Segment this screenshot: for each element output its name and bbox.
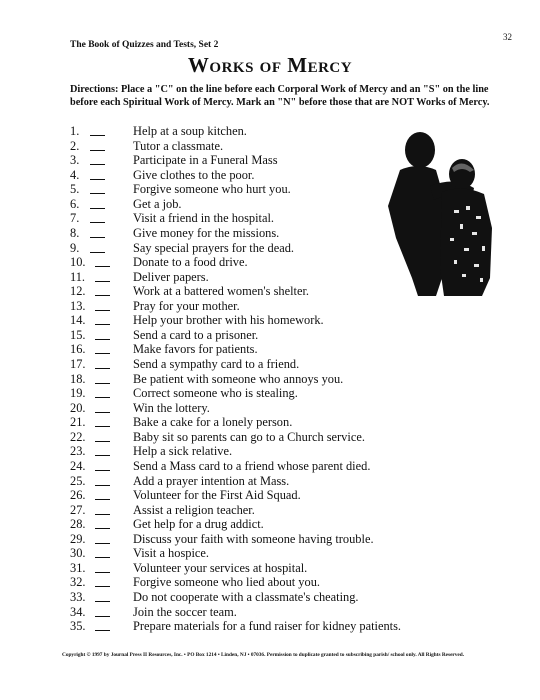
item-number: 28. [70,517,86,532]
item-number: 20. [70,400,86,415]
item-text: Send a Mass card to a friend whose parent died. [133,458,371,473]
item-text: Win the lottery. [133,400,210,415]
quiz-item [70,430,510,445]
directions-emphasis-corporal: Corporal [277,84,319,95]
item-number: 5. [70,182,80,197]
item-text: Get help for a drug addict. [133,517,264,532]
answer-blank[interactable] [90,135,105,136]
answer-blank[interactable] [95,543,110,544]
item-number: 13. [70,298,86,313]
item-number: 3. [70,153,80,168]
item-number: 16. [70,342,86,357]
item-text: Get a job. [133,196,182,211]
item-number: 30. [70,546,86,561]
quiz-item [70,401,510,416]
quiz-item [70,561,510,576]
answer-blank[interactable] [95,441,110,442]
item-number: 19. [70,386,86,401]
children-silhouette-illustration [378,128,496,298]
quiz-item [70,503,510,518]
answer-blank[interactable] [95,295,110,296]
answer-blank[interactable] [95,528,110,529]
answer-blank[interactable] [95,485,110,486]
quiz-item [70,575,510,590]
quiz-item [70,459,510,474]
item-text: Tutor a classmate. [133,138,224,153]
item-number: 23. [70,444,86,459]
quiz-item [70,328,510,343]
directions-emphasis-not: NOT [391,97,414,108]
item-text: Give clothes to the poor. [133,167,255,182]
item-text: Send a card to a prisoner. [133,327,259,342]
answer-blank[interactable] [90,150,105,151]
quiz-item [70,415,510,430]
answer-blank[interactable] [95,426,110,427]
item-text: Help your brother with his homework. [133,313,324,328]
directions [70,83,510,109]
item-number: 18. [70,371,86,386]
item-text: Help at a soup kitchen. [133,124,247,138]
answer-blank[interactable] [95,572,110,573]
quiz-item [70,532,510,547]
item-text: Baby sit so parents can go to a Church service. [133,429,365,444]
copyright-footer: Copyright © 1997 by Journal Press II Resources, Inc. • PO Box 1214 • Linden, NJ • 07036. Permission to duplicate granted to subscribing parish/ school only. All Rights Reserved. [62,652,465,658]
answer-blank[interactable] [95,383,110,384]
item-text: Add a prayer intention at Mass. [133,473,290,488]
item-number: 1. [70,124,80,138]
quiz-item [70,386,510,401]
item-text: Forgive someone who hurt you. [133,182,291,197]
quiz-item [70,619,510,634]
answer-blank[interactable] [90,164,105,165]
quiz-item [70,313,510,328]
page-number: 32 [503,32,512,42]
answer-blank[interactable] [95,455,110,456]
item-number: 22. [70,429,86,444]
directions-text: Work of Mercy and an "S" on the line before each [70,84,489,108]
answer-blank[interactable] [95,353,110,354]
item-number: 29. [70,531,86,546]
item-number: 31. [70,560,86,575]
quiz-item [70,605,510,620]
item-number: 2. [70,138,80,153]
quiz-item [70,444,510,459]
answer-blank[interactable] [95,601,110,602]
quiz-item [70,546,510,561]
item-number: 7. [70,211,80,226]
answer-blank[interactable] [90,179,105,180]
answer-blank[interactable] [95,310,110,311]
quiz-item [70,474,510,489]
item-text: Work at a battered women's shelter. [133,284,310,299]
item-text: Say special prayers for the dead. [133,240,295,255]
item-number: 15. [70,327,86,342]
answer-blank[interactable] [95,514,110,515]
directions-text: Work of Mercy. Mark an "N" before those that are [161,97,392,108]
item-text: Send a sympathy card to a friend. [133,357,300,371]
item-number: 6. [70,196,80,211]
item-number: 12. [70,284,86,299]
item-number: 34. [70,604,86,619]
item-text: Visit a friend in the hospital. [133,211,275,226]
item-text: Deliver papers. [133,269,209,284]
item-text: Pray for your mother. [133,298,240,313]
item-text: Join the soccer team. [133,604,237,619]
directions-emphasis-spiritual: Spiritual [123,97,162,108]
answer-blank[interactable] [95,557,110,558]
directions-text: Works of Mercy. [413,97,490,108]
page-title: Works of Mercy [187,53,353,77]
answer-blank[interactable] [90,222,105,223]
answer-blank[interactable] [95,499,110,500]
item-text: Prepare materials for a fund raiser for kidney patients. [133,619,402,634]
item-text: Forgive someone who lied about you. [133,575,320,590]
item-number: 17. [70,357,86,371]
item-text: Help a sick relative. [133,444,233,459]
quiz-item [70,372,510,387]
answer-blank[interactable] [95,412,110,413]
item-number: 21. [70,415,86,430]
item-number: 27. [70,502,86,517]
answer-blank[interactable] [95,324,110,325]
quiz-item [70,590,510,605]
item-number: 11. [70,269,86,284]
quiz-item [70,342,510,357]
item-number: 25. [70,473,86,488]
item-text: Make favors for patients. [133,342,258,357]
answer-blank[interactable] [90,208,105,209]
item-number: 35. [70,619,86,634]
answer-blank[interactable] [95,368,110,369]
item-text: Volunteer for the First Aid Squad. [133,488,301,503]
item-number: 33. [70,590,86,604]
item-number: 8. [70,225,80,240]
answer-blank[interactable] [95,339,110,340]
item-text: Visit a hospice. [133,546,209,561]
item-text: Donate to a food drive. [133,255,248,270]
item-number: 9. [70,240,80,255]
quiz-item [70,299,510,314]
item-text: Assist a religion teacher. [133,502,255,517]
item-text: Volunteer your services at hospital. [133,560,308,575]
item-text: Do not cooperate with a classmate's cheating. [133,590,359,604]
answer-blank[interactable] [95,470,110,471]
directions-text: Directions: Place a "C" on the line before each [70,84,278,95]
answer-blank[interactable] [95,616,110,617]
item-number: 14. [70,313,86,328]
item-text: Correct someone who is stealing. [133,386,298,401]
answer-blank[interactable] [95,281,110,282]
answer-blank[interactable] [90,193,105,194]
answer-blank[interactable] [95,266,110,267]
item-number: 24. [70,458,86,473]
quiz-item [70,517,510,532]
item-text: Bake a cake for a lonely person. [133,415,293,430]
book-title: The Book of Quizzes and Tests, Set 2 [70,40,219,50]
answer-blank[interactable] [95,397,110,398]
item-text: Be patient with someone who annoys you. [133,371,344,386]
answer-blank[interactable] [90,252,105,253]
quiz-item [70,357,510,372]
answer-blank[interactable] [95,630,110,631]
answer-blank[interactable] [90,237,105,238]
item-text: Participate in a Funeral Mass [133,153,278,168]
item-number: 10. [70,255,86,270]
item-number: 4. [70,167,80,182]
item-text: Discuss your faith with someone having trouble. [133,531,374,546]
answer-blank[interactable] [95,586,110,587]
quiz-item [70,488,510,503]
item-number: 32. [70,575,86,590]
item-number: 26. [70,488,86,503]
item-text: Give money for the missions. [133,225,280,240]
